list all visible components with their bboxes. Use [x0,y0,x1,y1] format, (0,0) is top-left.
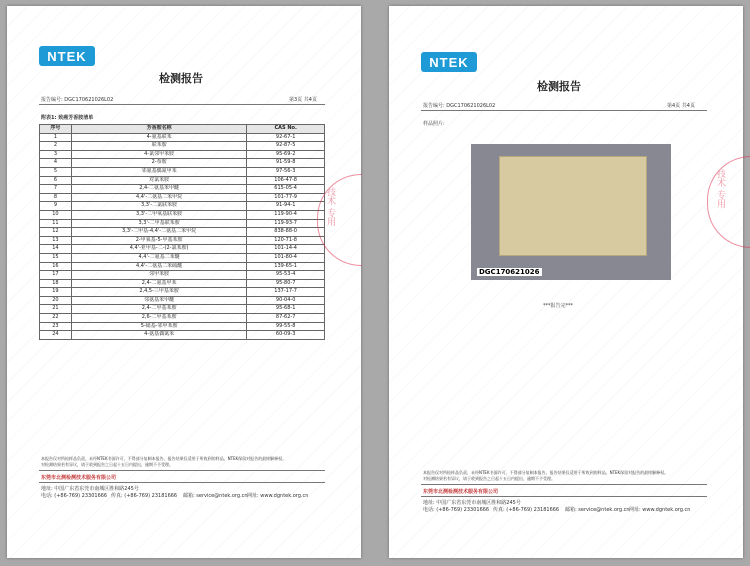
cell-amine-name: 4-氨基偶氮苯 [71,331,246,340]
cell-no: 20 [40,296,72,305]
cell-amine-name: 2-萘胺 [71,159,246,168]
table-row [40,262,325,271]
footer-fax: 传真: (+86-769) 23181666 [111,493,178,499]
cell-no: 17 [40,271,72,280]
cell-amine-name: 3,3'-二甲基联苯胺 [71,219,246,228]
cell-amine-name: 联苯胺 [71,142,246,151]
cell-no: 1 [40,133,72,142]
footer-address: 地址: 中国广东省东莞市南城区胜和路245号 [41,486,139,492]
report-title: 检测报告 [159,72,203,85]
cell-cas: 87-62-7 [247,314,325,323]
cell-amine-name: 邻氨基苯甲醚 [71,296,246,305]
cell-no: 8 [40,193,72,202]
table-row [40,133,325,142]
table-row [40,150,325,159]
header-rule [421,110,707,111]
cell-amine-name: 4-氯邻甲苯胺 [71,150,246,159]
cell-cas: 95-80-7 [247,279,325,288]
cell-amine-name: 2,4-二氨基苯甲醚 [71,185,246,194]
stamp-text: 技术 专用 [325,187,335,226]
report-number: 报告编号: DGC170621026L02 [41,97,114,103]
header-rule [39,104,325,105]
cell-cas: 95-69-2 [247,150,325,159]
table-row [40,219,325,228]
cell-no: 7 [40,185,72,194]
cell-cas: 92-87-5 [247,142,325,151]
cell-cas: 101-14-4 [247,245,325,254]
footer-tel: 电话: (+86-769) 23301666 [41,493,108,499]
cell-amine-name: 4-氨基联苯 [71,133,246,142]
cell-amine-name: 4,4'-二氨基二苯甲烷 [71,193,246,202]
cell-cas: 97-56-3 [247,167,325,176]
table-row [40,331,325,340]
table-row [40,296,325,305]
stamp-text: 技术 专用 [715,169,725,208]
cell-amine-name: 对氯苯胺 [71,176,246,185]
table-header-row [40,125,325,134]
cell-no: 5 [40,167,72,176]
cell-no: 22 [40,314,72,323]
end-of-report: ***报告完*** [543,303,574,309]
fabric-sample [499,156,647,256]
footer-web: 网址: www.dgntek.org.cn [247,493,309,499]
report-title: 检测报告 [537,80,581,93]
cell-cas: 60-09-3 [247,331,325,340]
table-row [40,288,325,297]
table-row [40,253,325,262]
footer-rule [421,496,707,497]
page-number: 第4页 共4页 [667,103,695,109]
cell-amine-name: 3,3'-二氯联苯胺 [71,202,246,211]
sample-photo [471,144,671,280]
table-row [40,271,325,280]
page-number: 第3页 共4页 [289,97,317,103]
footer-statement-2: 对检测结果若有异议，请于收到报告之日起十五日内提出，逾期不予受理。 [423,476,555,481]
footer-statement-1: 本报告仅对所检样品负责，未经NTEK书面许可，不得部分复制本报告。报告结果仅适用于所收到的样品。NTEK保留对报告的最终解释权。 [423,470,669,475]
cell-no: 12 [40,228,72,237]
aromatic-amine-table [39,124,325,340]
header-no: 序号 [40,125,72,134]
cell-cas: 91-59-8 [247,159,325,168]
footer-address: 地址: 中国广东省东莞市南城区胜和路245号 [423,500,521,506]
table-row [40,142,325,151]
table-row [40,159,325,168]
footer-rule [39,482,325,483]
cell-cas: 91-94-1 [247,202,325,211]
table-row [40,279,325,288]
cell-cas: 92-67-1 [247,133,325,142]
cell-no: 13 [40,236,72,245]
cell-amine-name: 邻甲苯胺 [71,271,246,280]
cell-no: 15 [40,253,72,262]
footer-email: 邮箱: service@ntek.org.cn [565,507,630,513]
cell-amine-name: 2,4-二氨基甲苯 [71,279,246,288]
cell-amine-name: 3,3'-二甲氧基联苯胺 [71,210,246,219]
official-stamp [707,156,750,248]
cell-amine-name: 2,6-二甲基苯胺 [71,314,246,323]
table-row [40,202,325,211]
footer-rule-top [421,484,707,485]
footer-statement-1: 本报告仅对所检样品负责，未经NTEK书面许可，不得部分复制本报告。报告结果仅适用于所收到的样品。NTEK保留对报告的最终解释权。 [41,456,287,461]
table-row [40,193,325,202]
header-name: 芳香胺名称 [71,125,246,134]
cell-cas: 95-68-1 [247,305,325,314]
footer-email: 邮箱: service@ntek.org.cn [183,493,248,499]
cell-no: 10 [40,210,72,219]
cell-amine-name: 3,3'-二甲基-4,4'-二氨基二苯甲烷 [71,228,246,237]
cell-cas: 106-47-8 [247,176,325,185]
cell-amine-name: 4,4'-二氨基二苯醚 [71,253,246,262]
cell-no: 14 [40,245,72,254]
cell-amine-name: 邻氨基偶氮甲苯 [71,167,246,176]
cell-cas: 120-71-8 [247,236,325,245]
cell-no: 19 [40,288,72,297]
cell-amine-name: 5-硝基-邻甲苯胺 [71,322,246,331]
cell-cas: 99-55-8 [247,322,325,331]
table-row [40,228,325,237]
footer-company: 东莞市北测检测技术服务有限公司 [423,489,499,495]
footer-fax: 传真: (+86-769) 23181666 [493,507,560,513]
cell-amine-name: 2,4,5-三甲基苯胺 [71,288,246,297]
cell-cas: 119-90-4 [247,210,325,219]
report-number: 报告编号: DGC170621026L02 [423,103,496,109]
cell-cas: 101-80-4 [247,253,325,262]
table-row [40,305,325,314]
cell-no: 11 [40,219,72,228]
footer-company: 东莞市北测检测技术服务有限公司 [41,475,117,481]
table-row [40,236,325,245]
cell-cas: 139-65-1 [247,262,325,271]
cell-amine-name: 2-甲氧基-5-甲基苯胺 [71,236,246,245]
cell-no: 4 [40,159,72,168]
cell-no: 18 [40,279,72,288]
cell-no: 23 [40,322,72,331]
header-cas: CAS No. [247,125,325,134]
cell-amine-name: 4,4'-亚甲基-二-(2-氯苯胺) [71,245,246,254]
cell-amine-name: 4,4'-二氨基二苯硫醚 [71,262,246,271]
footer-rule-top [39,470,325,471]
cell-no: 21 [40,305,72,314]
cell-no: 9 [40,202,72,211]
table-row [40,314,325,323]
cell-cas: 615-05-4 [247,185,325,194]
report-page-4 [389,6,743,558]
table-row [40,185,325,194]
table-row [40,245,325,254]
ntek-logo: NTEK [421,52,477,72]
footer-tel: 电话: (+86-769) 23301666 [423,507,490,513]
table-row [40,322,325,331]
cell-cas: 90-04-0 [247,296,325,305]
report-page-3 [7,6,361,558]
cell-cas: 95-53-4 [247,271,325,280]
cell-no: 24 [40,331,72,340]
cell-cas: 101-77-9 [247,193,325,202]
cell-cas: 838-88-0 [247,228,325,237]
cell-cas: 119-93-7 [247,219,325,228]
cell-cas: 137-17-7 [247,288,325,297]
cell-amine-name: 2,4-二甲基苯胺 [71,305,246,314]
footer-statement-2: 对检测结果若有异议，请于收到报告之日起十五日内提出，逾期不予受理。 [41,462,173,467]
photo-label: DGC170621026 [479,268,540,276]
table-row [40,167,325,176]
footer-web: 网址: www.dgntek.org.cn [629,507,691,513]
ntek-logo: NTEK [39,46,95,66]
photo-heading: 样品照片: [423,121,445,127]
table-row [40,210,325,219]
cell-no: 6 [40,176,72,185]
table-row [40,176,325,185]
cell-no: 2 [40,142,72,151]
appendix-title: 附表1: 致癌芳香胺清单 [41,115,94,121]
cell-no: 3 [40,150,72,159]
cell-no: 16 [40,262,72,271]
